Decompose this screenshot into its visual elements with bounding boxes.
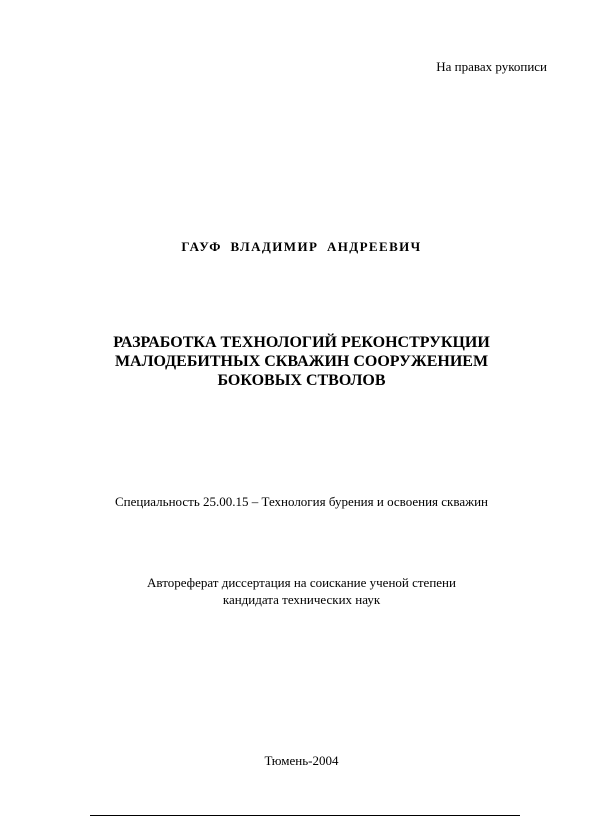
- footer-divider: [90, 815, 520, 816]
- specialty-line: Специальность 25.00.15 – Технология бурения и освоения скважин: [114, 494, 489, 509]
- abstract-description: [0, 574, 603, 608]
- rights-notice: На правах рукописи: [436, 59, 547, 74]
- title-line-2: МАЛОДЕБИТНЫХ СКВАЖИН СООРУЖЕНИЕМ: [114, 353, 489, 370]
- document-title: [0, 333, 603, 390]
- city-year: Тюмень-2004: [264, 753, 339, 768]
- abstract-line-2: кандидата технических наук: [222, 592, 381, 607]
- title-line-1: РАЗРАБОТКА ТЕХНОЛОГИЙ РЕКОНСТРУКЦИИ: [113, 334, 490, 351]
- title-line-3: БОКОВЫХ СТВОЛОВ: [217, 372, 386, 389]
- author-name: ГАУФ ВЛАДИМИР АНДРЕЕВИЧ: [181, 239, 422, 254]
- abstract-line-1: Автореферат диссертация на соискание ученой степени: [147, 575, 456, 590]
